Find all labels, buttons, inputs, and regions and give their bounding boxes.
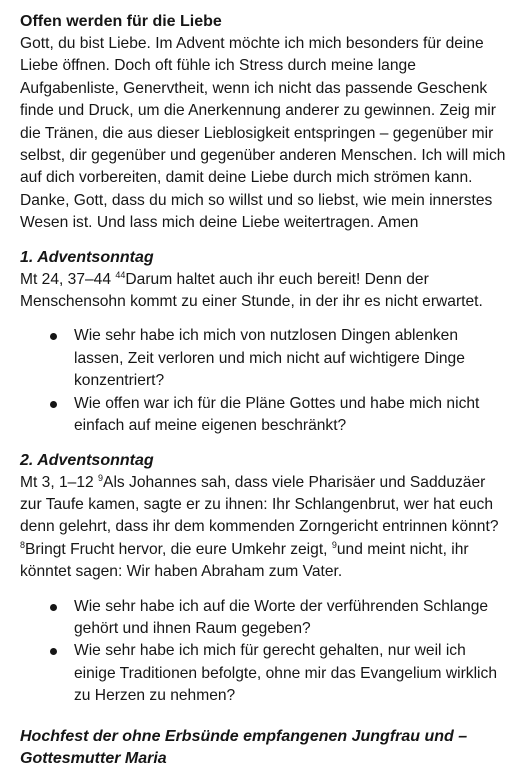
scripture-passage xyxy=(20,269,509,314)
bullet-icon xyxy=(50,604,57,611)
bullet-icon xyxy=(50,401,57,408)
question-list xyxy=(20,325,509,437)
verse-number: 8 xyxy=(20,539,26,550)
question-text: Wie sehr habe ich auf die Worte der verführenden Schlange gehört und ihnen Raum gegeben? xyxy=(74,597,489,637)
verse-text: Bringt Frucht hervor, die eure Umkehr zeigt, xyxy=(25,540,332,558)
feast-title: Hochfest der ohne Erbsünde empfangenen Jungfrau und – Gottesmutter Maria xyxy=(20,727,468,767)
list-item xyxy=(50,596,509,641)
verse-text: Als Johannes sah, dass viele Pharisäer und Sadduzäer zur Taufe kamen, sagte er zu ihnen: Ihr Schlangenbrut, wer hat euch denn gelehrt, dass ihr dem kommenden Zorngericht entrinnen könnt? xyxy=(20,473,499,536)
list-item xyxy=(50,393,509,438)
question-text: Wie sehr habe ich mich von nutzlosen Dingen ablenken lassen, Zeit verloren und mich nicht auf wichtigere Dinge konzentriert? xyxy=(74,327,465,390)
prayer-title: Offen werden für die Liebe xyxy=(20,13,222,30)
verse-number: 44 xyxy=(115,269,126,280)
section-advent-2 xyxy=(20,450,509,708)
scripture-reference: Mt 24, 37–44 xyxy=(20,270,112,288)
verse-text: und meint nicht, ihr könntet sagen: Wir haben Abraham zum Vater. xyxy=(20,540,469,581)
question-list xyxy=(20,596,509,708)
scripture-reference: Mt 3, 1–12 xyxy=(20,473,94,491)
verse-number: 9 xyxy=(98,472,104,483)
question-text: Wie offen war ich für die Pläne Gottes und habe mich nicht einfach auf meine eigenen beschränkt? xyxy=(74,394,480,435)
list-item xyxy=(50,325,509,392)
section-title: 2. Adventsonntag xyxy=(20,451,154,469)
verse-text: Darum haltet auch ihr euch bereit! Denn der Menschensohn kommt zu einer Stunde, in der ihr es nicht erwartet. xyxy=(20,270,483,311)
feast-section xyxy=(20,726,509,770)
bullet-icon xyxy=(50,333,57,340)
list-item xyxy=(50,640,509,707)
bullet-icon xyxy=(50,648,57,655)
section-title: 1. Adventsonntag xyxy=(20,248,154,266)
section-advent-1 xyxy=(20,247,509,438)
prayer-text: Gott, du bist Liebe. Im Advent möchte ich mich besonders für deine Liebe öffnen. Doch oft fühle ich Stress durch meine lange Aufgabenliste, Genervtheit, wenn ich nicht das passende Geschenk finde und Druck, um die Anerkennung anderer zu gewinnen. Zeig mir die Tränen, die aus dieser Lieblosigkeit entspringen – gegenüber mir selbst, dir gegenüber und gegenüber anderen Menschen. Ich will mich auf dich vorbereiten, damit deine Liebe durch mich strömen kann. Danke, Gott, dass du mich so willst und so liebst, wie mein innerstes Wesen ist. Und lass mich deine Liebe weitertragen. Amen xyxy=(20,35,506,232)
scripture-passage xyxy=(20,472,509,584)
question-text: Wie sehr habe ich mich für gerecht gehalten, nur weil ich einige Traditionen befolgte, ohne mir das Evangelium wirklich zu Herzen zu nehmen? xyxy=(74,642,497,705)
verse-number: 9 xyxy=(331,539,337,550)
prayer-block xyxy=(20,11,509,235)
